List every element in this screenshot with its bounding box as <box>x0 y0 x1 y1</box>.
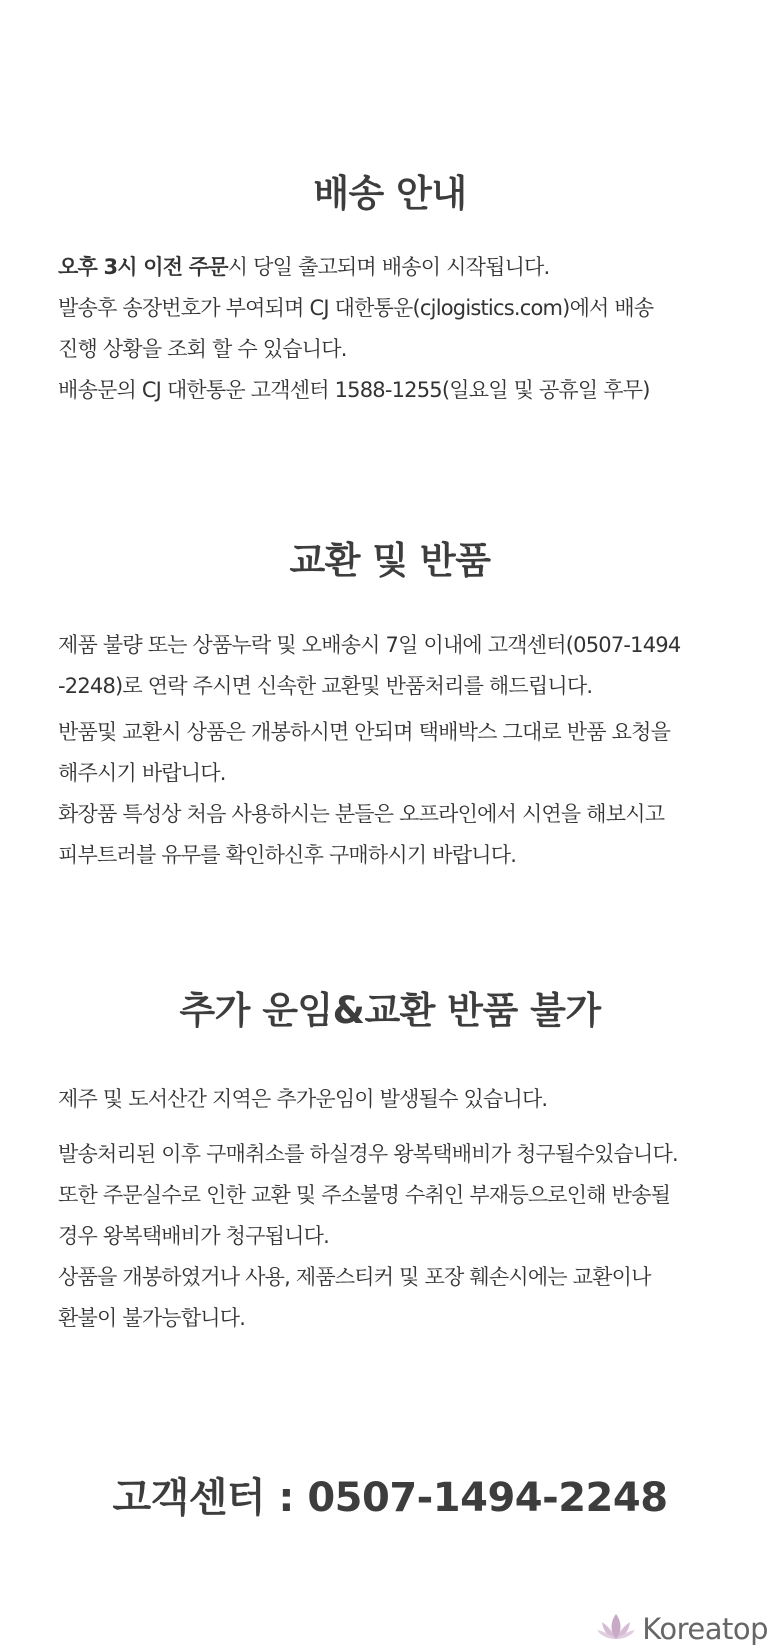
logo-text: Koreatop <box>642 1612 768 1646</box>
exchange-line-5: 화장품 특성상 처음 사용하시는 분들은 오프라인에서 시연을 해보시고 <box>58 802 665 826</box>
exchange-title: 교환 및 반품 <box>289 539 491 582</box>
shipping-info <box>58 247 748 411</box>
extra-line-5: 상품을 개봉하였거나 사용, 제품스티커 및 포장 훼손시에는 교환이나 <box>58 1265 651 1289</box>
order-cutoff-text: 오후 3시 이전 주문 <box>58 255 228 279</box>
customer-center-phone: 고객센터 : 0507-1494-2248 <box>112 1475 668 1521</box>
exchange-line-2: -2248)로 연락 주시면 신속한 교환및 반품처리를 해드립니다. <box>58 674 593 698</box>
extra-title: 추가 운임&교환 반품 불가 <box>179 989 601 1032</box>
shipping-title: 배송 안내 <box>313 172 467 215</box>
exchange-para-1 <box>58 625 748 707</box>
exchange-line-6: 피부트러블 유무를 확인하신후 구매하시기 바랍니다. <box>58 843 517 867</box>
shipping-line-2: 발송후 송장번호가 부여되며 CJ 대한통운(cjlogistics.com)에서 배송 <box>58 296 654 320</box>
extra-line-1: 제주 및 도서산간 지역은 추가운임이 발생될수 있습니다. <box>58 1087 548 1111</box>
exchange-para-2 <box>58 712 748 876</box>
shipping-line-4: 배송문의 CJ 대한통운 고객센터 1588-1255(일요일 및 공휴일 후무) <box>58 378 650 402</box>
exchange-line-4: 해주시기 바랍니다. <box>58 761 226 785</box>
extra-line-6: 환불이 불가능합니다. <box>58 1306 246 1330</box>
shipping-line-1 <box>58 247 748 288</box>
extra-para-2 <box>58 1134 748 1339</box>
extra-line-3: 또한 주문실수로 인한 교환 및 주소불명 수취인 부재등으로인해 반송될 <box>58 1183 671 1207</box>
extra-line-4: 경우 왕복택배비가 청구됩니다. <box>58 1224 329 1248</box>
koreatop-logo <box>596 1612 768 1646</box>
exchange-line-1: 제품 불량 또는 상품누락 및 오배송시 7일 이내에 고객센터(0507-1494 <box>58 633 681 657</box>
shipping-line-3: 진행 상황을 조회 할 수 있습니다. <box>58 337 347 361</box>
lotus-icon <box>596 1612 636 1646</box>
extra-line-2: 발송처리된 이후 구매취소를 하실경우 왕복택배비가 청구될수있습니다. <box>58 1142 678 1166</box>
exchange-line-3: 반품및 교환시 상품은 개봉하시면 안되며 택배박스 그대로 반품 요청을 <box>58 720 671 744</box>
extra-para-1 <box>58 1079 748 1120</box>
shipping-line-1-rest: 시 당일 출고되며 배송이 시작됩니다. <box>227 255 550 279</box>
